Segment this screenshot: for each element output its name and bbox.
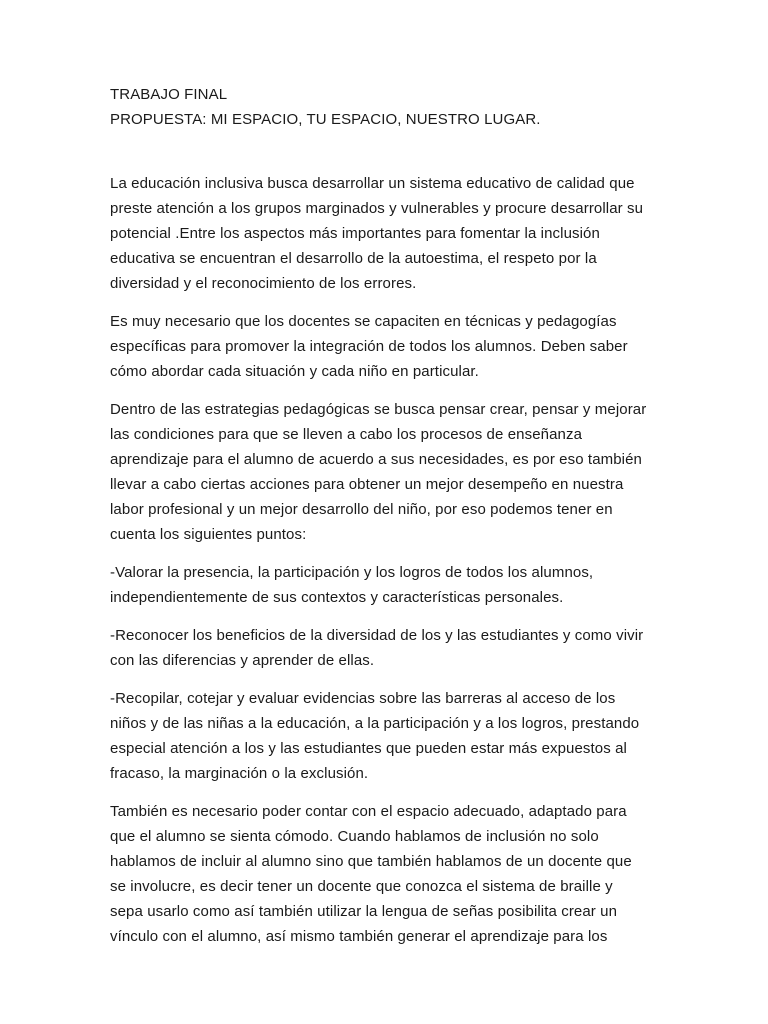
paragraph-line: específicas para promover la integración de todos los alumnos. Deben saber <box>110 338 628 355</box>
paragraph-line: sepa usarlo como así también utilizar la lengua de señas posibilita crear un <box>110 903 618 920</box>
paragraph-line: cómo abordar cada situación y cada niño en particular. <box>110 363 479 380</box>
paragraph-line: Es muy necesario que los docentes se capaciten en técnicas y pedagogías <box>110 313 617 330</box>
paragraph-line: con las diferencias y aprender de ellas. <box>110 652 375 669</box>
paragraph-line: diversidad y el reconocimiento de los errores. <box>110 275 417 292</box>
body-paragraph <box>110 171 670 296</box>
body-paragraph <box>110 623 670 673</box>
paragraph-line: educativa se encuentran el desarrollo de la autoestima, el respeto por la <box>110 250 597 267</box>
body-paragraph <box>110 686 670 786</box>
paragraph-line: cuenta los siguientes puntos: <box>110 526 307 543</box>
body-paragraph <box>110 799 670 949</box>
document-body <box>110 171 670 949</box>
paragraph-line: que el alumno se sienta cómodo. Cuando hablamos de inclusión no solo <box>110 828 599 845</box>
paragraph-line: labor profesional y un mejor desarrollo del niño, por eso podemos tener en <box>110 501 613 518</box>
paragraph-line: llevar a cabo ciertas acciones para obtener un mejor desempeño en nuestra <box>110 476 624 493</box>
paragraph-line: Dentro de las estrategias pedagógicas se busca pensar crear, pensar y mejorar <box>110 401 647 418</box>
document-title: TRABAJO FINAL <box>110 86 228 103</box>
paragraph-line: independientemente de sus contextos y características personales. <box>110 589 564 606</box>
paragraph-line: preste atención a los grupos marginados y vulnerables y procure desarrollar su <box>110 200 644 217</box>
body-paragraph <box>110 560 670 610</box>
paragraph-line: También es necesario poder contar con el espacio adecuado, adaptado para <box>110 803 627 820</box>
body-paragraph <box>110 309 670 384</box>
body-paragraph <box>110 397 670 547</box>
paragraph-line: niños y de las niñas a la educación, a la participación y a los logros, prestando <box>110 715 640 732</box>
document-subtitle: PROPUESTA: MI ESPACIO, TU ESPACIO, NUESTRO LUGAR. <box>110 111 541 128</box>
paragraph-line: -Valorar la presencia, la participación y los logros de todos los alumnos, <box>110 564 594 581</box>
paragraph-line: especial atención a los y las estudiantes que pueden estar más expuestos al <box>110 740 627 757</box>
paragraph-line: -Recopilar, cotejar y evaluar evidencias sobre las barreras al acceso de los <box>110 690 616 707</box>
paragraph-line: potencial .Entre los aspectos más importantes para fomentar la inclusión <box>110 225 600 242</box>
paragraph-line: las condiciones para que se lleven a cabo los procesos de enseñanza <box>110 426 583 443</box>
paragraph-line: vínculo con el alumno, así mismo también generar el aprendizaje para los <box>110 928 608 945</box>
paragraph-line: fracaso, la marginación o la exclusión. <box>110 765 369 782</box>
paragraph-line: aprendizaje para el alumno de acuerdo a sus necesidades, es por eso también <box>110 451 643 468</box>
paragraph-line: hablamos de incluir al alumno sino que también hablamos de un docente que <box>110 853 632 870</box>
document-page <box>110 84 670 962</box>
paragraph-line: -Reconocer los beneficios de la diversidad de los y las estudiantes y como vivir <box>110 627 644 644</box>
paragraph-line: La educación inclusiva busca desarrollar un sistema educativo de calidad que <box>110 175 635 192</box>
paragraph-line: se involucre, es decir tener un docente que conozca el sistema de braille y <box>110 878 613 895</box>
